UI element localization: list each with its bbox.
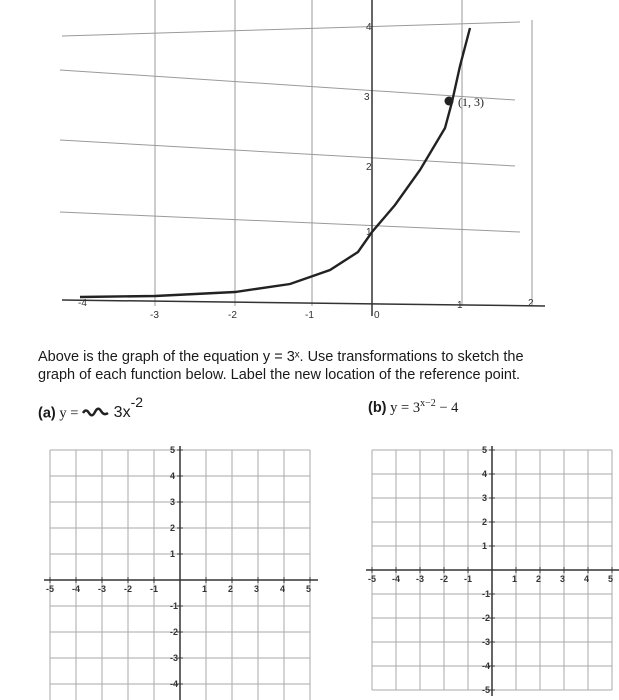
x-tick-label: 1 xyxy=(512,574,518,584)
y-tick-label: 5 xyxy=(482,445,488,455)
x-tick-label: 5 xyxy=(306,584,312,594)
x-tick-2: 2 xyxy=(528,298,534,309)
y-tick-3: 3 xyxy=(364,92,370,103)
y-tick-label: -4 xyxy=(482,661,491,671)
gridline-y-2 xyxy=(60,140,515,166)
exponential-curve xyxy=(80,28,470,297)
x-tick-neg3: -3 xyxy=(150,310,159,321)
y-tick-label: -4 xyxy=(170,679,179,689)
y-tick-label: 4 xyxy=(170,471,176,481)
y-tick-label: -3 xyxy=(482,637,491,647)
y-tick-label: -2 xyxy=(482,613,491,623)
y-tick-2: 2 xyxy=(366,162,372,173)
part-a-label: (a) xyxy=(38,405,56,422)
x-tick-label: -4 xyxy=(392,574,401,584)
part-b-equation xyxy=(368,398,458,417)
x-tick-label: 2 xyxy=(536,574,542,584)
x-tick-label: -3 xyxy=(416,574,425,584)
part-b-main: y = 3 xyxy=(390,399,421,416)
y-tick-label: -1 xyxy=(170,601,179,611)
y-tick-1: 1 xyxy=(366,227,372,238)
x-tick-label: -2 xyxy=(124,584,133,594)
x-tick-neg4: -4 xyxy=(78,298,87,309)
x-tick-0: 0 xyxy=(374,310,380,321)
x-tick-neg2: -2 xyxy=(228,310,237,321)
part-a-equation xyxy=(38,394,144,422)
y-tick-label: 1 xyxy=(170,549,176,559)
y-tick-4: 4 xyxy=(366,22,372,33)
x-tick-1: 1 xyxy=(457,300,463,311)
exponential-graph xyxy=(0,0,619,340)
x-tick-label: 1 xyxy=(202,584,208,594)
x-tick-neg1: -1 xyxy=(305,310,314,321)
y-tick-label: -3 xyxy=(170,653,179,663)
x-tick-label: 4 xyxy=(280,584,286,594)
part-a-exponent: -2 xyxy=(130,394,144,410)
x-tick-label: -5 xyxy=(46,584,55,594)
y-tick-label: 2 xyxy=(170,523,176,533)
gridline-y-3 xyxy=(60,70,515,100)
grid-a[interactable] xyxy=(30,440,320,700)
part-b-tail: − 4 xyxy=(435,399,459,416)
x-tick-label: -3 xyxy=(98,584,107,594)
reference-point-label: (1, 3) xyxy=(458,95,484,109)
x-tick-label: -2 xyxy=(440,574,449,584)
x-tick-label: -5 xyxy=(368,574,377,584)
x-tick-label: 4 xyxy=(584,574,590,584)
prompt-line-1: Above is the graph of the equation y = 3ˣ. Use transformations to sketch the xyxy=(38,349,524,365)
part-b-label: (b) xyxy=(368,399,387,416)
x-tick-label: -4 xyxy=(72,584,81,594)
scribble-mark xyxy=(82,407,110,417)
x-tick-label: 5 xyxy=(608,574,614,584)
y-tick-label: 3 xyxy=(482,493,488,503)
x-axis xyxy=(62,300,545,306)
reference-point-dot xyxy=(445,97,454,106)
x-tick-label: -1 xyxy=(150,584,159,594)
y-tick-label: -1 xyxy=(482,589,491,599)
part-a-lhs: y = xyxy=(59,405,79,422)
y-tick-label: -2 xyxy=(170,627,179,637)
y-tick-label: 5 xyxy=(170,445,176,455)
prompt-line-2: graph of each function below. Label the new location of the reference point. xyxy=(38,367,521,383)
part-b-exponent: x−2 xyxy=(420,398,436,409)
part-a-function xyxy=(113,394,144,422)
y-tick-label: 3 xyxy=(170,497,176,507)
y-tick-label: -5 xyxy=(482,685,491,695)
x-tick-label: 2 xyxy=(228,584,234,594)
grid-b[interactable] xyxy=(352,440,619,700)
x-tick-label: 3 xyxy=(560,574,566,584)
gridline-y-4 xyxy=(62,22,520,36)
y-tick-label: 1 xyxy=(482,541,488,551)
x-tick-label: 3 xyxy=(254,584,260,594)
x-tick-label: -1 xyxy=(464,574,473,584)
gridline-y-1 xyxy=(60,212,520,232)
problem-prompt xyxy=(38,348,598,384)
y-tick-labels xyxy=(364,22,372,238)
y-tick-label: 4 xyxy=(482,469,488,479)
y-tick-label: 2 xyxy=(482,517,488,527)
top-graph-gridlines xyxy=(60,0,532,306)
part-a-base: 3x xyxy=(113,404,131,422)
